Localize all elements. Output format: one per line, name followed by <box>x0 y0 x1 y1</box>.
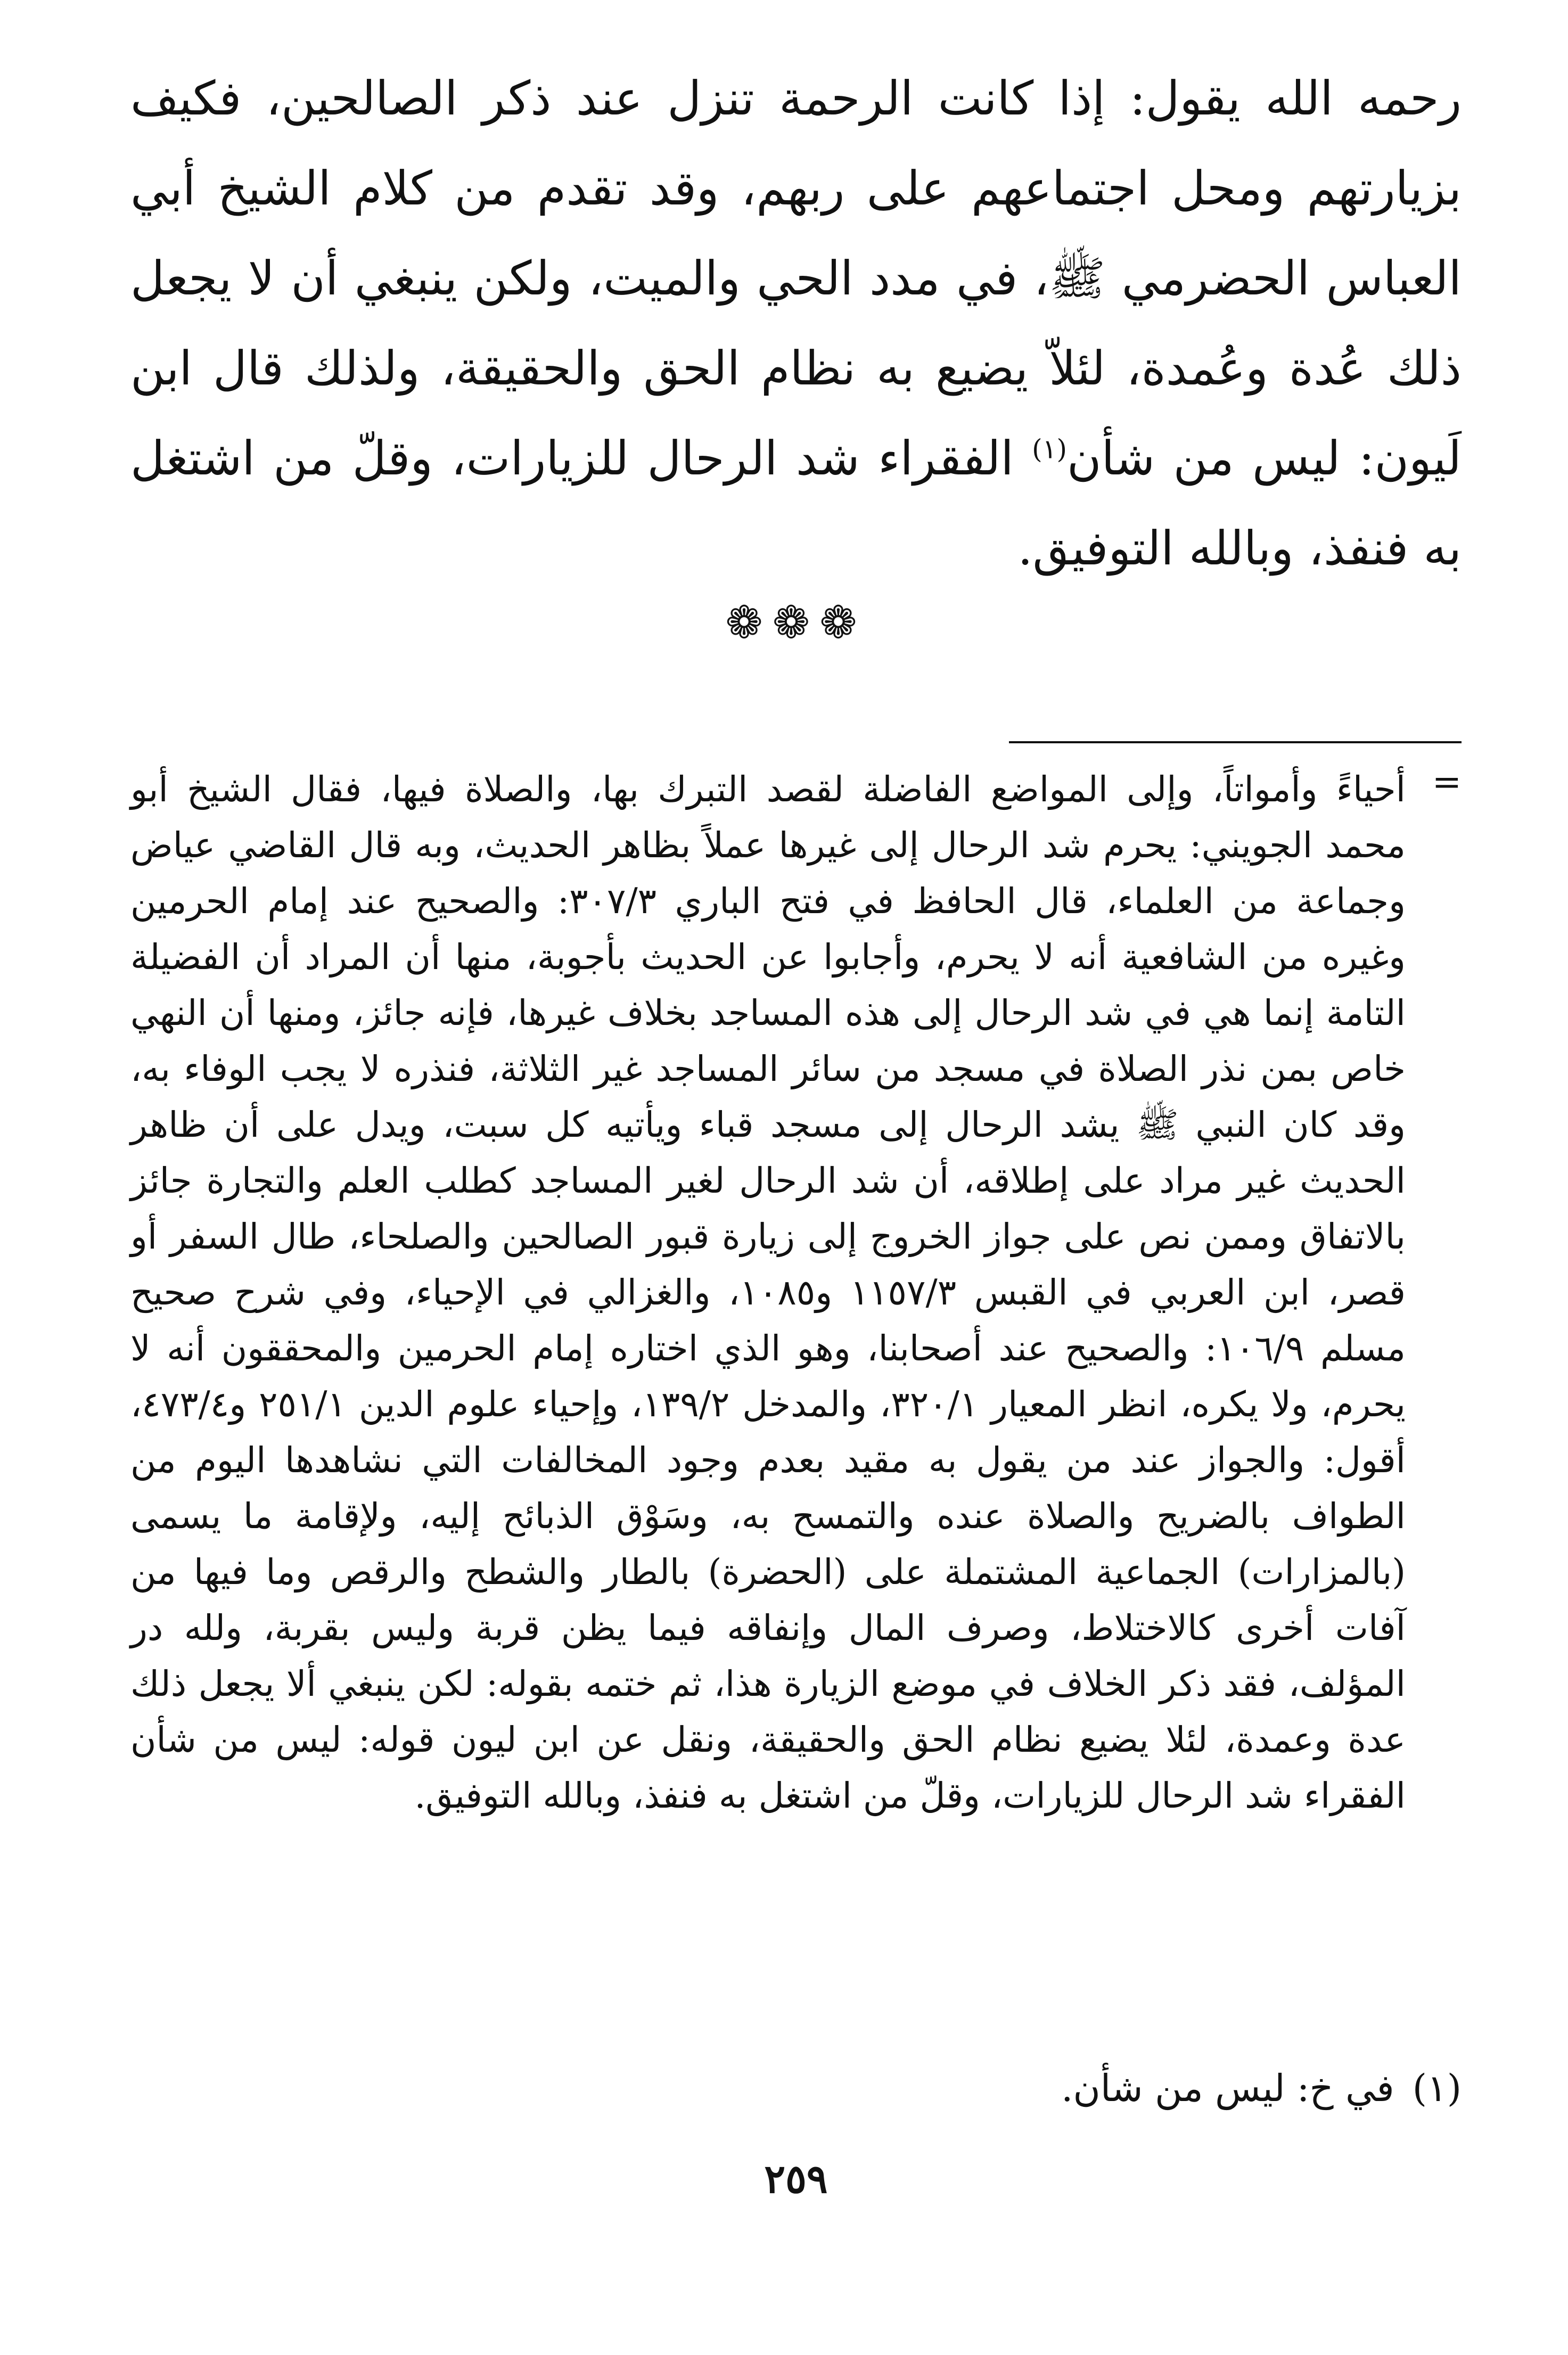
book-page <box>130 53 1462 2290</box>
main-text-part-1: رحمه الله يقول: إذا كانت الرحمة تنزل عند ذكر الصالحين، فكيف بزيارتهم ومحل اجتماعهم على ربهم، وقد تقدم من كلام الشيخ أبي العباس الحضرمي ﷺ، في مدد الحي والميت، ولكن ينبغي أن لا يجعل ذلك عُدة وعُمدة، لئلاّ يضيع به نظام الحق والحقيقة، ولذلك قال ابن لَيون: ليس من شأن <box>130 71 1462 486</box>
footnote-divider <box>1009 741 1462 743</box>
page-number: ٢٥٩ <box>764 2156 828 2202</box>
footnote-continued-text: أحياءً وأمواتاً، وإلى المواضع الفاضلة لقصد التبرك بها، والصلاة فيها، فقال الشيخ أبو محمد الجويني: يحرم شد الرحال إلى غيرها عملاً بظاهر الحديث، وبه قال القاضي عياض وجماعة من العلماء، قال الحافظ في فتح الباري ٣٠٧/٣: والصحيح عند إمام الحرمين وغيره من الشافعية أنه لا يحرم، وأجابوا عن الحديث بأجوبة، منها أن المراد أن الفضيلة التامة إنما هي في شد الرحال إلى هذه المساجد بخلاف غيرها، فإنه جائز، ومنها أن النهي خاص بمن نذر الصلاة في مسجد من سائر المساجد غير الثلاثة، فنذره لا يجب الوفاء به، وقد كان النبي ﷺ يشد الرحال إلى مسجد قباء ويأتيه كل سبت، ويدل على أن ظاهر الحديث غير مراد على إطلاقه، أن شد الرحال لغير المساجد كطلب العلم والتجارة جائز بالاتفاق وممن نص على جواز الخروج إلى زيارة قبور الصالحين والصلحاء، طال السفر أو قصر، ابن العربي في القبس ١١٥٧/٣ و١٠٨٥، والغزالي في الإحياء، وفي شرح صحيح مسلم ١٠٦/٩: والصحيح عند أصحابنا، وهو الذي اختاره إمام الحرمين والمحققون أنه لا يحرم، ولا يكره، انظر المعيار ٣٢٠/١، والمدخل ١٣٩/٢، وإحياء علوم الدين ٢٥١/١ و٤٧٣/٤، أقول: والجواز عند من يقول به مقيد بعدم وجود المخالفات التي نشاهدها اليوم من الطواف بالضريح والصلاة عنده والتمسح به، وسَوْق الذبائح إليه، ولإقامة ما يسمى (بالمزارات) الجماعية المشتملة على (الحضرة) بالطار والشطح والرقص وما فيها من آفات أخرى كالاختلاط، وصرف المال وإنفاقه فيما يظن قربة وليس بقربة، ولله در المؤلف، فقد ذكر الخلاف في موضع الزيارة هذا، ثم ختمه بقوله: لكن ينبغي ألا يجعل ذلك عدة وعمدة، لئلا يضيع نظام الحق والحقيقة، ونقل عن ابن ليون قوله: ليس من شأن الفقراء شد الرحال للزيارات، وقلّ من اشتغل به فنفذ، وبالله التوفيق. <box>130 769 1406 1816</box>
continuation-mark: = <box>1432 761 1462 802</box>
footnote-1-number: (١) <box>1412 2066 1462 2110</box>
main-paragraph <box>130 53 1462 593</box>
main-text-part-2: الفقراء شد الرحال للزيارات، وقلّ من اشتغل به فنفذ، وبالله التوفيق. <box>130 431 1462 576</box>
section-separator: ❁❁❁ <box>725 596 867 649</box>
footnote-1-text: في خ: ليس من شأن. <box>1061 2066 1394 2110</box>
footnote-reference: (١) <box>1032 433 1068 465</box>
footnote-1 <box>130 2061 1462 2116</box>
